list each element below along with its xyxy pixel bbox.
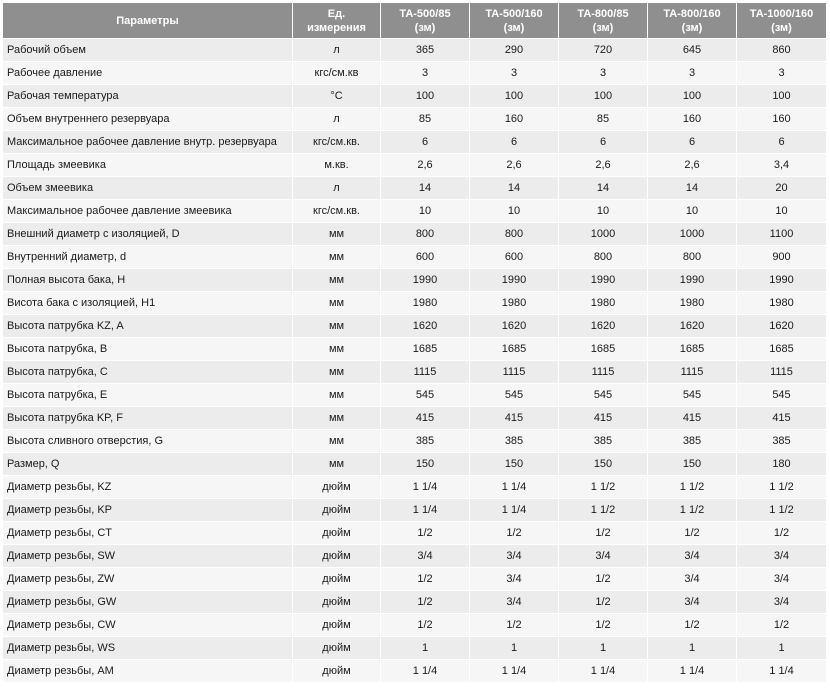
- value-cell: 1 1/2: [648, 499, 737, 522]
- value-cell: 415: [559, 407, 648, 430]
- value-cell: 3/4: [470, 591, 559, 614]
- value-cell: 1 1/4: [381, 476, 470, 499]
- value-cell: 1 1/2: [559, 476, 648, 499]
- value-cell: 1: [470, 637, 559, 660]
- value-cell: 3: [559, 62, 648, 85]
- unit-cell: дюйм: [293, 591, 381, 614]
- value-cell: 10: [648, 200, 737, 223]
- value-cell: 1/2: [737, 614, 827, 637]
- value-cell: 860: [737, 39, 827, 62]
- table-row: [3, 108, 827, 131]
- unit-cell: мм: [293, 338, 381, 361]
- value-cell: 600: [470, 246, 559, 269]
- value-cell: 900: [737, 246, 827, 269]
- table-row: [3, 660, 827, 683]
- unit-cell: дюйм: [293, 545, 381, 568]
- parameter-name: Объем внутреннего резервуара: [3, 108, 293, 131]
- header-model-suffix: (зм): [771, 21, 792, 34]
- value-cell: 20: [737, 177, 827, 200]
- value-cell: 1100: [737, 223, 827, 246]
- value-cell: 385: [470, 430, 559, 453]
- value-cell: 1 1/4: [381, 499, 470, 522]
- header-parameters: Параметры: [3, 3, 293, 39]
- parameter-name: Внешний диаметр с изоляцией, D: [3, 223, 293, 246]
- value-cell: 14: [559, 177, 648, 200]
- table-row: [3, 568, 827, 591]
- value-cell: 3: [470, 62, 559, 85]
- table-row: [3, 384, 827, 407]
- value-cell: 545: [559, 384, 648, 407]
- value-cell: 545: [648, 384, 737, 407]
- table-row: [3, 407, 827, 430]
- value-cell: 3/4: [648, 591, 737, 614]
- value-cell: 1/2: [381, 614, 470, 637]
- value-cell: 800: [559, 246, 648, 269]
- value-cell: 290: [470, 39, 559, 62]
- table-row: [3, 614, 827, 637]
- parameter-name: Внутренний диаметр, d: [3, 246, 293, 269]
- parameter-name: Диаметр резьбы, CT: [3, 522, 293, 545]
- value-cell: 1/2: [737, 522, 827, 545]
- parameter-name: Рабочий объем: [3, 39, 293, 62]
- value-cell: 1990: [381, 269, 470, 292]
- header-model: [559, 3, 648, 39]
- value-cell: 1 1/4: [470, 660, 559, 683]
- value-cell: 6: [648, 131, 737, 154]
- table-row: [3, 637, 827, 660]
- table-row: [3, 430, 827, 453]
- header-model-name: TA-800/160: [663, 7, 721, 20]
- value-cell: 1 1/4: [737, 660, 827, 683]
- value-cell: 150: [470, 453, 559, 476]
- unit-cell: мм: [293, 430, 381, 453]
- value-cell: 415: [737, 407, 827, 430]
- unit-cell: кгс/см.кв: [293, 62, 381, 85]
- value-cell: 1685: [648, 338, 737, 361]
- header-unit-line2: измерения: [307, 21, 366, 34]
- parameter-name: Объем змеевика: [3, 177, 293, 200]
- header-unit: [293, 3, 381, 39]
- value-cell: 85: [381, 108, 470, 131]
- value-cell: 150: [381, 453, 470, 476]
- parameter-name: Диаметр резьбы, KZ: [3, 476, 293, 499]
- unit-cell: дюйм: [293, 568, 381, 591]
- value-cell: 3/4: [470, 545, 559, 568]
- value-cell: 1: [737, 637, 827, 660]
- unit-cell: л: [293, 177, 381, 200]
- value-cell: 10: [381, 200, 470, 223]
- value-cell: 1685: [737, 338, 827, 361]
- parameter-name: Диаметр резьбы, ZW: [3, 568, 293, 591]
- unit-cell: кгс/см.кв.: [293, 131, 381, 154]
- table-row: [3, 476, 827, 499]
- unit-cell: дюйм: [293, 522, 381, 545]
- value-cell: 14: [381, 177, 470, 200]
- unit-cell: л: [293, 39, 381, 62]
- parameter-name: Диаметр резьбы, CW: [3, 614, 293, 637]
- table-row: [3, 177, 827, 200]
- table-row: [3, 361, 827, 384]
- table-body: [3, 39, 827, 683]
- value-cell: 2,6: [470, 154, 559, 177]
- value-cell: 545: [381, 384, 470, 407]
- value-cell: 415: [381, 407, 470, 430]
- value-cell: 1620: [737, 315, 827, 338]
- table-row: [3, 269, 827, 292]
- value-cell: 1 1/4: [648, 660, 737, 683]
- value-cell: 1 1/4: [381, 660, 470, 683]
- value-cell: 1/2: [559, 614, 648, 637]
- parameter-name: Висота бака с изоляцией, H1: [3, 292, 293, 315]
- value-cell: 2,6: [648, 154, 737, 177]
- value-cell: 160: [648, 108, 737, 131]
- value-cell: 1/2: [470, 614, 559, 637]
- value-cell: 1990: [559, 269, 648, 292]
- header-row: [3, 3, 827, 39]
- value-cell: 1 1/4: [470, 476, 559, 499]
- header-model-suffix: (зм): [503, 21, 525, 34]
- value-cell: 1/2: [648, 614, 737, 637]
- value-cell: 150: [559, 453, 648, 476]
- parameter-name: Диаметр резьбы, AM: [3, 660, 293, 683]
- value-cell: 150: [648, 453, 737, 476]
- value-cell: 3/4: [737, 591, 827, 614]
- parameter-name: Полная высота бака, H: [3, 269, 293, 292]
- value-cell: 1/2: [381, 522, 470, 545]
- value-cell: 1980: [470, 292, 559, 315]
- table-row: [3, 315, 827, 338]
- unit-cell: мм: [293, 407, 381, 430]
- value-cell: 3: [381, 62, 470, 85]
- parameter-name: Рабочая температура: [3, 85, 293, 108]
- unit-cell: кгс/см.кв.: [293, 200, 381, 223]
- value-cell: 6: [559, 131, 648, 154]
- value-cell: 545: [737, 384, 827, 407]
- table-row: [3, 453, 827, 476]
- unit-cell: °С: [293, 85, 381, 108]
- parameter-name: Высота патрубка KZ, A: [3, 315, 293, 338]
- value-cell: 3: [648, 62, 737, 85]
- value-cell: 1 1/2: [737, 499, 827, 522]
- unit-cell: л: [293, 108, 381, 131]
- value-cell: 10: [737, 200, 827, 223]
- header-model: [648, 3, 737, 39]
- header-model-name: TA-500/85: [399, 7, 451, 20]
- value-cell: 415: [470, 407, 559, 430]
- unit-cell: дюйм: [293, 476, 381, 499]
- parameter-name: Диаметр резьбы, KP: [3, 499, 293, 522]
- parameter-name: Высота патрубка, B: [3, 338, 293, 361]
- value-cell: 800: [648, 246, 737, 269]
- header-model-name: TA-800/85: [577, 7, 629, 20]
- value-cell: 415: [648, 407, 737, 430]
- unit-cell: дюйм: [293, 660, 381, 683]
- table-row: [3, 131, 827, 154]
- value-cell: 545: [470, 384, 559, 407]
- value-cell: 2,6: [559, 154, 648, 177]
- value-cell: 1 1/4: [470, 499, 559, 522]
- value-cell: 3/4: [737, 545, 827, 568]
- header-model-name: TA-1000/160: [749, 7, 814, 20]
- value-cell: 385: [381, 430, 470, 453]
- unit-cell: дюйм: [293, 637, 381, 660]
- unit-cell: мм: [293, 453, 381, 476]
- value-cell: 1: [648, 637, 737, 660]
- table-row: [3, 62, 827, 85]
- value-cell: 1990: [737, 269, 827, 292]
- value-cell: 1/2: [381, 568, 470, 591]
- header-model-suffix: (зм): [592, 21, 614, 34]
- value-cell: 1/2: [559, 591, 648, 614]
- header-model: [470, 3, 559, 39]
- unit-cell: дюйм: [293, 614, 381, 637]
- value-cell: 1620: [648, 315, 737, 338]
- header-model-name: TA-500/160: [485, 7, 543, 20]
- value-cell: 14: [470, 177, 559, 200]
- header-model-suffix: (зм): [681, 21, 703, 34]
- parameter-name: Высота патрубка KP, F: [3, 407, 293, 430]
- value-cell: 3/4: [559, 545, 648, 568]
- table-row: [3, 338, 827, 361]
- table-row: [3, 39, 827, 62]
- parameter-name: Размер, Q: [3, 453, 293, 476]
- value-cell: 385: [559, 430, 648, 453]
- value-cell: 720: [559, 39, 648, 62]
- parameter-name: Диаметр резьбы, GW: [3, 591, 293, 614]
- table-row: [3, 154, 827, 177]
- value-cell: 100: [648, 85, 737, 108]
- parameter-name: Диаметр резьбы, SW: [3, 545, 293, 568]
- value-cell: 100: [470, 85, 559, 108]
- specifications-table: [2, 2, 827, 683]
- table-row: [3, 223, 827, 246]
- parameter-name: Высота патрубка, C: [3, 361, 293, 384]
- value-cell: 365: [381, 39, 470, 62]
- value-cell: 1/2: [470, 522, 559, 545]
- unit-cell: мм: [293, 246, 381, 269]
- unit-cell: мм: [293, 384, 381, 407]
- table-row: [3, 499, 827, 522]
- value-cell: 1685: [381, 338, 470, 361]
- unit-cell: мм: [293, 315, 381, 338]
- table-row: [3, 545, 827, 568]
- value-cell: 1 1/4: [559, 660, 648, 683]
- value-cell: 160: [737, 108, 827, 131]
- parameter-name: Рабочее давление: [3, 62, 293, 85]
- value-cell: 160: [470, 108, 559, 131]
- value-cell: 1980: [737, 292, 827, 315]
- value-cell: 14: [648, 177, 737, 200]
- value-cell: 1000: [559, 223, 648, 246]
- value-cell: 2,6: [381, 154, 470, 177]
- value-cell: 1980: [381, 292, 470, 315]
- value-cell: 1 1/2: [737, 476, 827, 499]
- value-cell: 1685: [559, 338, 648, 361]
- value-cell: 1 1/2: [559, 499, 648, 522]
- value-cell: 100: [559, 85, 648, 108]
- value-cell: 1620: [381, 315, 470, 338]
- value-cell: 3,4: [737, 154, 827, 177]
- value-cell: 10: [559, 200, 648, 223]
- value-cell: 180: [737, 453, 827, 476]
- parameter-name: Диаметр резьбы, WS: [3, 637, 293, 660]
- parameter-name: Высота сливного отверстия, G: [3, 430, 293, 453]
- value-cell: 1: [381, 637, 470, 660]
- value-cell: 1 1/2: [648, 476, 737, 499]
- value-cell: 3/4: [737, 568, 827, 591]
- parameter-name: Максимальное рабочее давление внутр. резервуара: [3, 131, 293, 154]
- value-cell: 800: [381, 223, 470, 246]
- parameter-name: Высота патрубка, E: [3, 384, 293, 407]
- value-cell: 1620: [559, 315, 648, 338]
- value-cell: 3/4: [648, 568, 737, 591]
- value-cell: 645: [648, 39, 737, 62]
- header-model: [381, 3, 470, 39]
- value-cell: 385: [737, 430, 827, 453]
- unit-cell: м.кв.: [293, 154, 381, 177]
- header-unit-line1: Ед.: [327, 7, 346, 20]
- header-model: [737, 3, 827, 39]
- value-cell: 1/2: [381, 591, 470, 614]
- value-cell: 85: [559, 108, 648, 131]
- value-cell: 1115: [737, 361, 827, 384]
- value-cell: 1115: [381, 361, 470, 384]
- table-row: [3, 591, 827, 614]
- value-cell: 100: [737, 85, 827, 108]
- table-row: [3, 522, 827, 545]
- value-cell: 1/2: [648, 522, 737, 545]
- value-cell: 1: [559, 637, 648, 660]
- parameter-name: Максимальное рабочее давление змеевика: [3, 200, 293, 223]
- table-row: [3, 292, 827, 315]
- table-row: [3, 85, 827, 108]
- value-cell: 1115: [470, 361, 559, 384]
- value-cell: 6: [381, 131, 470, 154]
- value-cell: 1620: [470, 315, 559, 338]
- value-cell: 1/2: [559, 568, 648, 591]
- value-cell: 3/4: [648, 545, 737, 568]
- value-cell: 10: [470, 200, 559, 223]
- value-cell: 1990: [648, 269, 737, 292]
- unit-cell: дюйм: [293, 499, 381, 522]
- unit-cell: мм: [293, 269, 381, 292]
- header-model-suffix: (зм): [414, 21, 436, 34]
- unit-cell: мм: [293, 292, 381, 315]
- value-cell: 1115: [559, 361, 648, 384]
- value-cell: 385: [648, 430, 737, 453]
- unit-cell: мм: [293, 223, 381, 246]
- value-cell: 800: [470, 223, 559, 246]
- value-cell: 1115: [648, 361, 737, 384]
- value-cell: 1980: [559, 292, 648, 315]
- table-row: [3, 200, 827, 223]
- value-cell: 100: [381, 85, 470, 108]
- value-cell: 1/2: [559, 522, 648, 545]
- value-cell: 3/4: [381, 545, 470, 568]
- value-cell: 6: [470, 131, 559, 154]
- value-cell: 1685: [470, 338, 559, 361]
- value-cell: 3: [737, 62, 827, 85]
- table-row: [3, 246, 827, 269]
- value-cell: 1990: [470, 269, 559, 292]
- value-cell: 600: [381, 246, 470, 269]
- value-cell: 6: [737, 131, 827, 154]
- unit-cell: мм: [293, 361, 381, 384]
- value-cell: 1980: [648, 292, 737, 315]
- value-cell: 1000: [648, 223, 737, 246]
- parameter-name: Площадь змеевика: [3, 154, 293, 177]
- value-cell: 3/4: [470, 568, 559, 591]
